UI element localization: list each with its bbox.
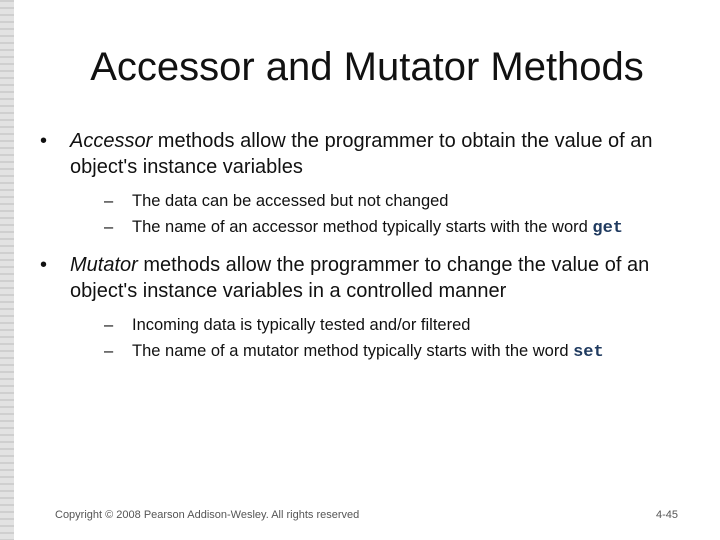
sub-bullet — [70, 312, 690, 338]
sub-bullet-marker: – — [104, 316, 114, 334]
sub-bullet — [70, 188, 690, 214]
code-keyword-set: set — [573, 343, 604, 362]
sub-bullet-text: The name of an accessor method typically starts with the word — [132, 218, 593, 236]
left-decorative-stripe — [0, 0, 14, 540]
sub-bullet-text: Incoming data is typically tested and/or filtered — [132, 316, 471, 334]
slide-title: Accessor and Mutator Methods — [90, 45, 644, 89]
sub-bullet-marker: – — [104, 218, 114, 236]
bullet-emphasis: Mutator — [70, 254, 138, 276]
bullet-mutator — [40, 252, 690, 366]
sub-bullet-text: The data can be accessed but not changed — [132, 192, 449, 210]
sub-bullet — [70, 338, 690, 366]
sub-bullet-list — [70, 188, 690, 242]
slide-body — [40, 128, 690, 366]
bullet-marker: • — [40, 254, 48, 276]
sub-bullet-marker: – — [104, 192, 114, 210]
bullet-text: methods allow the programmer to change the value of an object's instance variables in a controlled manner — [70, 254, 650, 302]
sub-bullet-text: The name of a mutator method typically starts with the word — [132, 342, 574, 360]
sub-bullet-list — [70, 312, 690, 366]
bullet-text: methods allow the programmer to obtain the value of an object's instance variables — [70, 130, 653, 178]
bullet-marker: • — [40, 130, 48, 152]
sub-bullet-marker: – — [104, 342, 114, 360]
footer-page-number: 4-45 — [655, 509, 678, 521]
bullet-accessor — [40, 128, 690, 242]
footer-copyright: Copyright © 2008 Pearson Addison-Wesley. All rights reserved — [55, 509, 360, 521]
bullet-emphasis: Accessor — [70, 130, 153, 152]
sub-bullet — [70, 214, 690, 242]
code-keyword-get: get — [592, 219, 623, 238]
